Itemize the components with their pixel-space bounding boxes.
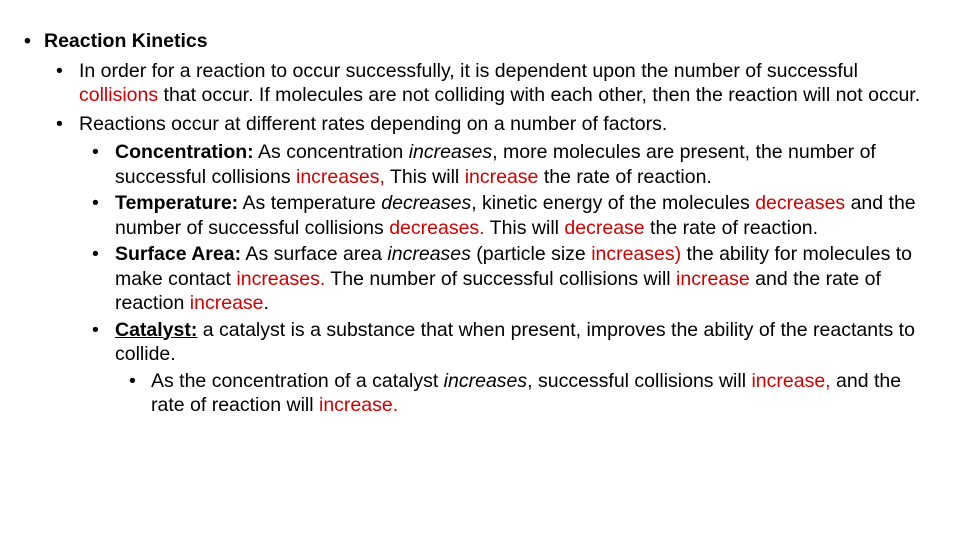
- bullet-icon: •: [92, 243, 99, 265]
- text: In order for a reaction to occur successfully, it is dependent upon the number of successful: [79, 59, 858, 82]
- text: , successful collisions will: [527, 369, 752, 392]
- emphasis-text: decreases: [381, 192, 472, 214]
- text: Reactions occur at different rates depending on a number of factors.: [79, 112, 668, 135]
- highlight-text: increases): [591, 243, 682, 265]
- text: the rate of reaction.: [538, 165, 712, 188]
- bullet-icon: •: [56, 59, 63, 82]
- text: and the rate of reaction will: [151, 369, 902, 416]
- bullet-icon: •: [24, 30, 31, 52]
- highlight-text: decrease: [564, 216, 645, 239]
- text: As temperature: [238, 192, 382, 214]
- bullet-icon: •: [56, 112, 63, 135]
- bullet-collisions: [24, 59, 936, 108]
- emphasis-text: increases: [387, 243, 471, 265]
- text: the rate of reaction.: [644, 216, 819, 239]
- highlight-text: increase,: [751, 369, 831, 392]
- bullet-catalyst: [24, 318, 936, 367]
- highlight-text: increase.: [319, 394, 399, 416]
- factor-label: Catalyst:: [115, 318, 198, 341]
- text: and the rate of reaction: [115, 267, 881, 314]
- bullet-list: [24, 29, 936, 420]
- factor-label: Concentration:: [115, 141, 254, 163]
- highlight-text: increase: [676, 267, 750, 290]
- text: The number of successful collisions will: [325, 267, 677, 290]
- highlight-text: increases,: [295, 165, 385, 188]
- text: .: [263, 292, 269, 314]
- text: (particle size: [470, 243, 592, 265]
- highlight-text: increase: [464, 165, 539, 188]
- heading-text: Reaction Kinetics: [44, 30, 208, 52]
- bullet-icon: •: [92, 318, 99, 341]
- text: As concentration: [253, 141, 409, 163]
- text: that occur. If molecules are not colliding with each other, then the reaction will not occur.: [158, 84, 921, 106]
- bullet-surface-area: [24, 242, 936, 316]
- bullet-icon: •: [92, 141, 99, 163]
- highlight-text: collisions: [79, 84, 159, 106]
- bullet-rates: [24, 112, 936, 137]
- factor-label: Surface Area:: [115, 243, 242, 265]
- text: This will: [384, 165, 465, 188]
- highlight-text: decreases: [755, 192, 846, 214]
- highlight-text: decreases.: [389, 216, 485, 239]
- bullet-concentration: [24, 140, 936, 189]
- emphasis-text: increases: [443, 369, 528, 392]
- bullet-temperature: [24, 191, 936, 240]
- bullet-icon: •: [129, 369, 136, 392]
- highlight-text: increase: [189, 292, 264, 314]
- bullet-icon: •: [92, 192, 99, 214]
- text: As the concentration of a catalyst: [151, 369, 444, 392]
- text: a catalyst is a substance that when present, improves the ability of the reactants to collide.: [115, 318, 915, 365]
- text: As surface area: [241, 243, 388, 265]
- emphasis-text: increases: [408, 141, 493, 163]
- bullet-catalyst-concentration: [24, 369, 936, 418]
- text: , more molecules are present, the number of successful collisions: [115, 141, 876, 188]
- highlight-text: increases.: [236, 267, 326, 290]
- text: This will: [484, 216, 565, 239]
- heading-bullet: [24, 29, 936, 54]
- text: , kinetic energy of the molecules: [471, 192, 756, 214]
- text: and the number of successful collisions: [115, 192, 916, 239]
- text: the ability for molecules to make contact: [115, 243, 912, 290]
- factor-label: Temperature:: [115, 192, 239, 214]
